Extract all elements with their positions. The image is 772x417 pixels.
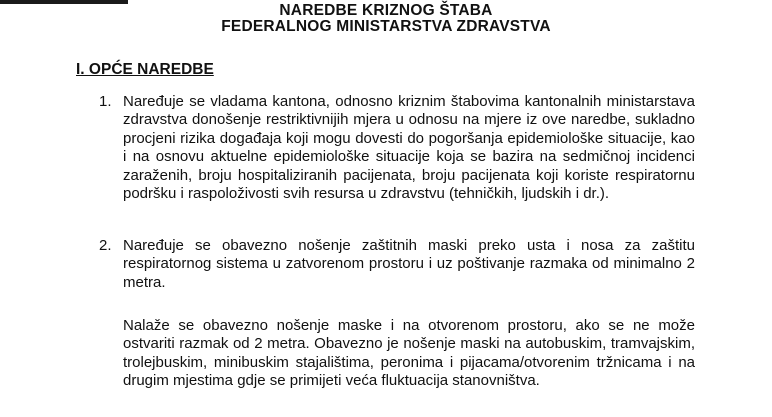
list-item-number: 2.: [99, 237, 112, 254]
list-item-text: Naređuje se obavezno nošenje zaštitnih maski preko usta i nosa za zaštitu respiratornog sistema u zatvorenom prostoru i uz poštivanje razmaka od minimalno 2 metra.: [123, 237, 695, 291]
document-title-line-1: NAREDBE KRIZNOG ŠTABA: [279, 2, 493, 19]
document-title-line-2: FEDERALNOG MINISTARSTVA ZDRAVSTVA: [221, 18, 551, 35]
list-item-text: Naređuje se vladama kantona, odnosno kriznim štabovima kantonalnih ministarstava zdravstva donošenje restriktivnijih mjera u odnosu na mjere iz ove naredbe, sukladno procjeni rizika događaja koji mogu dovesti do pogoršanja epidemiološke situacije, kao i na osnovu aktuelne epidemiološke situacije koja se bazira na sedmičnoj incidenci zaraženih, broju hospitaliziranih pacijenata, broju pacijenata koji koriste respiratornu podršku i raspoloživosti svih resursa u zdravstvu (tehničkih, ljudskih i dr.).: [123, 93, 695, 203]
list-item-text-continued: Nalaže se obavezno nošenje maske i na otvorenom prostoru, ako se ne može ostvariti razmak od 2 metra. Obavezno je nošenje maski na autobuskim, tramvajskim, trolejbuskim, minibuskim stajalištima, peronima i pijacama/otvorenim tržnicama i na drugim mjestima gdje se primijeti veća fluktuacija stanovništva.: [123, 317, 695, 390]
list-item-number: 1.: [99, 93, 112, 110]
section-heading: I. OPĆE NAREDBE: [76, 61, 214, 78]
